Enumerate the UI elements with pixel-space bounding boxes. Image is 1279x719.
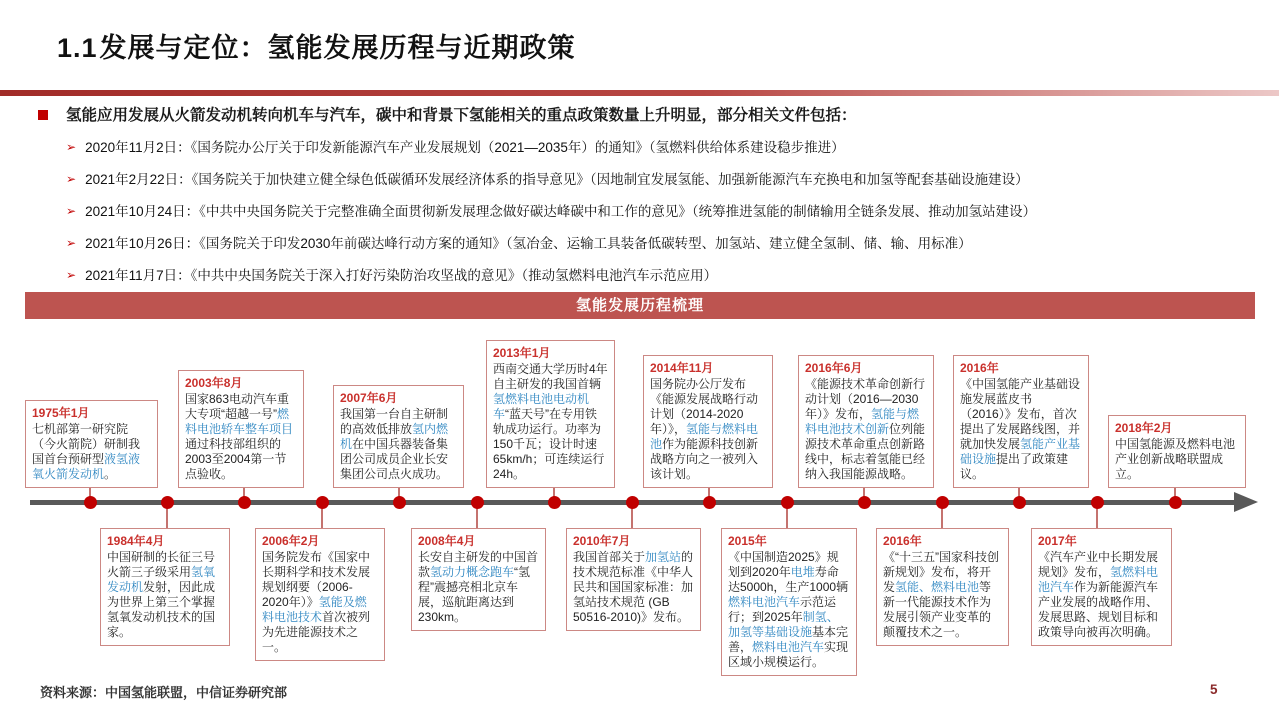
- plain-text: 等新一代能源技术作为发展引领产业变革的颠覆技术之一。: [883, 580, 992, 639]
- arrow-bullet-icon: ➢: [66, 268, 77, 282]
- timeline-event: [411, 528, 546, 631]
- plain-text: “蓝天号”在专用铁轨成功运行。功率为150千瓦；设计时速65km/h；可连续运行24h。: [493, 407, 605, 481]
- event-date: 2003年8月: [185, 376, 243, 390]
- plain-text: 中国研制的长征三号火箭三子级采用: [107, 550, 216, 579]
- event-dot-icon: [548, 496, 561, 509]
- event-date: 2014年11月: [650, 361, 714, 375]
- event-dot-icon: [1091, 496, 1104, 509]
- plain-text: 发射，因此成为世界上第三个掌握氢氧发动机技术的国家。: [107, 580, 216, 639]
- event-dot-icon: [316, 496, 329, 509]
- plain-text: 实现区域小规模运行。: [728, 640, 849, 669]
- event-date: 1984年4月: [107, 534, 165, 548]
- policy-bullet-text: 2021年10月24日：《中共中央国务院关于完整准确全面贯彻新发展理念做好碳达峰碳中和工作的意见》（统筹推进氢能的制储输用全链条发展、推动加氢站建设）: [85, 204, 1037, 219]
- title-text: 发展与定位：氢能发展历程与近期政策: [99, 33, 576, 63]
- arrow-bullet-icon: ➢: [66, 204, 77, 218]
- event-dot-icon: [858, 496, 871, 509]
- event-date: 2016年6月: [805, 361, 863, 375]
- arrow-bullet-icon: ➢: [66, 140, 77, 154]
- plain-text: 示范运行；到2025年: [728, 595, 837, 624]
- timeline-event: [486, 340, 615, 488]
- highlighted-term: 氢能及燃料电池技术: [262, 595, 367, 624]
- policy-bullet-text: 2021年11月7日：《中共中央国务院关于深入打好污染防治攻坚战的意见》（推动氢燃料电池汽车示范应用）: [85, 268, 718, 283]
- timeline-event: [1108, 415, 1246, 488]
- plain-text: 。: [104, 467, 117, 481]
- policy-bullet-text: 2021年10月26日：《国务院关于印发2030年前碳达峰行动方案的通知》（氢冶金、运输工具装备低碳转型、加氢站、建立健全氢制、储、输、用标准）: [85, 236, 972, 251]
- plain-text: 长安自主研发的中国首款: [418, 550, 539, 579]
- plain-text: “氢程”震撼亮相北京车展，巡航距离达到230km。: [418, 565, 531, 624]
- plain-text: 提出了政策建议。: [960, 452, 1069, 481]
- timeline-event: [333, 385, 464, 488]
- event-text: [1038, 550, 1165, 640]
- policy-bullet-text: 2020年11月2日：《国务院办公厅关于印发新能源汽车产业发展规划（2021—2035年）的通知》（氢燃料供给体系建设稳步推进）: [85, 140, 845, 155]
- highlighted-term: 燃料电池汽车: [728, 595, 801, 609]
- highlighted-term: 氢能与燃料电池技术创新: [805, 407, 920, 436]
- timeline-event: [876, 528, 1009, 646]
- plain-text: 基本完善，: [728, 625, 849, 654]
- event-dot-icon: [238, 496, 251, 509]
- event-dot-icon: [781, 496, 794, 509]
- timeline-event: [953, 355, 1089, 488]
- event-date: 2010年7月: [573, 534, 631, 548]
- event-text: [185, 392, 297, 482]
- plain-text: 作为新能源汽车产业发展的战略作用、发展思路、规划目标和政策导向被再次明确。: [1038, 580, 1159, 639]
- plain-text: 《能源技术革命创新行动计划（2016—2030年）》发布，: [805, 377, 926, 421]
- event-text: [883, 550, 1002, 640]
- timeline-event: [178, 370, 304, 488]
- plain-text: 七机部第一研究院（今火箭院）研制我国首台预研型: [32, 422, 141, 466]
- event-text: [32, 422, 151, 482]
- highlighted-term: 电堆: [790, 565, 815, 579]
- event-text: [493, 362, 608, 482]
- source-note: 资料来源：中国氢能联盟，中信证券研究部: [40, 685, 288, 700]
- event-dot-icon: [161, 496, 174, 509]
- plain-text: 西南交通大学历时4年自主研发的我国首辆: [493, 362, 608, 391]
- event-date: 2018年2月: [1115, 421, 1173, 435]
- event-dot-icon: [626, 496, 639, 509]
- event-text: [418, 550, 539, 625]
- plain-text: 《中国制造2025》规划到2020年: [728, 550, 839, 579]
- highlighted-term: 氢动力概念跑车: [430, 565, 515, 579]
- event-text: [1115, 437, 1239, 482]
- event-text: [728, 550, 850, 670]
- event-dot-icon: [471, 496, 484, 509]
- timeline-event: [721, 528, 857, 676]
- title-number: 1.1: [57, 33, 98, 63]
- highlighted-term: 氢能产业基础设施: [960, 437, 1081, 466]
- timeline-banner-label: 氢能发展历程梳理: [575, 297, 704, 314]
- timeline-event: [798, 355, 934, 488]
- highlighted-term: 燃料电池轿车整车项目: [185, 407, 294, 436]
- highlighted-term: 加氢站: [645, 550, 682, 564]
- event-date: 2006年2月: [262, 534, 320, 548]
- plain-text: 《“十三五”国家科技创新规划》发布，将开发: [883, 550, 999, 594]
- event-text: [340, 407, 457, 482]
- event-date: 2015年: [728, 534, 767, 548]
- event-text: [650, 377, 766, 482]
- event-text: [960, 377, 1082, 482]
- event-dot-icon: [1169, 496, 1182, 509]
- timeline-event: [1031, 528, 1172, 646]
- timeline-arrowhead-icon: [1234, 492, 1258, 512]
- timeline-event: [643, 355, 773, 488]
- event-text: [262, 550, 378, 655]
- timeline-event: [255, 528, 385, 661]
- plain-text: 国务院办公厅发布《能源发展战略行动计划（2014-2020年）》，: [650, 377, 759, 436]
- highlighted-term: 氢内燃机: [340, 422, 449, 451]
- plain-text: 首次被列为先进能源技术之一。: [262, 610, 371, 654]
- highlighted-term: 燃料电池汽车: [752, 640, 825, 654]
- event-date: 2016年: [883, 534, 922, 548]
- policy-bullet-text: 2021年2月22日：《国务院关于加快建立健全绿色低碳循环发展经济体系的指导意见》（因地制宜发展氢能、加强新能源汽车充换电和加氢等配套基础设施建设）: [85, 172, 1029, 187]
- plain-text: 我国第一台自主研制的高效低排放: [340, 407, 449, 436]
- highlighted-term: 氢燃料电池电动机车: [493, 392, 590, 421]
- timeline-event: [25, 400, 158, 488]
- plain-text: 国务院发布《国家中长期科学和技术发展规划纲要（2006-2020年）》: [262, 550, 371, 609]
- plain-text: 的技术规范标准《中华人民共和国国家标准：加氢站技术规范 (GB 50516-2010)》发布。: [573, 550, 694, 624]
- plain-text: 作为能源科技创新战略方向之一被列入该计划。: [650, 437, 759, 481]
- event-dot-icon: [1013, 496, 1026, 509]
- highlighted-term: 氢氧发动机: [107, 565, 216, 594]
- event-text: [107, 550, 223, 640]
- plain-text: 中国氢能源及燃料电池产业创新战略联盟成立。: [1115, 437, 1236, 481]
- plain-text: 国家863电动汽车重大专项“超越一号”: [185, 392, 290, 421]
- event-date: 2017年: [1038, 534, 1077, 548]
- timeline-event: [100, 528, 230, 646]
- highlighted-term: 氢能、燃料电池: [895, 580, 980, 594]
- event-text: [573, 550, 694, 625]
- highlighted-term: 氢能与燃料电池: [650, 422, 759, 451]
- plain-text: 《中国氢能产业基础设施发展蓝皮书（2016）》发布，首次提出了发展路线图，并就加快发展: [960, 377, 1081, 451]
- event-date: 2008年4月: [418, 534, 476, 548]
- plain-text: 我国首部关于: [573, 550, 646, 564]
- plain-text: 在中国兵器装备集团公司成员企业长安集团公司点火成功。: [340, 437, 449, 481]
- page-number: 5: [1210, 682, 1218, 697]
- highlighted-term: 氢燃料电池汽车: [1038, 565, 1159, 594]
- plain-text: 通过科技部组织的2003至2004第一节点验收。: [185, 437, 287, 481]
- event-date: 2013年1月: [493, 346, 551, 360]
- arrow-bullet-icon: ➢: [66, 236, 77, 250]
- arrow-bullet-icon: ➢: [66, 172, 77, 186]
- event-dot-icon: [703, 496, 716, 509]
- plain-text: 《汽车产业中长期发展规划》发布，: [1038, 550, 1159, 579]
- highlighted-term: 制氢、加氢等基础设施: [728, 610, 839, 639]
- event-date: 1975年1月: [32, 406, 90, 420]
- plain-text: 位列能源技术革命重点创新路线中，标志着氢能已经纳入我国能源战略。: [805, 422, 926, 481]
- event-dot-icon: [393, 496, 406, 509]
- event-date: 2016年: [960, 361, 999, 375]
- event-text: [805, 377, 927, 482]
- summary-lead: 氢能应用发展从火箭发动机转向机车与汽车，碳中和背景下氢能相关的重点政策数量上升明显，部分相关文件包括：: [66, 107, 857, 124]
- plain-text: 寿命达5000h，生产1000辆: [728, 565, 849, 594]
- event-date: 2007年6月: [340, 391, 398, 405]
- event-dot-icon: [84, 496, 97, 509]
- timeline-event: [566, 528, 701, 631]
- event-dot-icon: [936, 496, 949, 509]
- highlighted-term: 液氢液氧火箭发动机: [32, 452, 141, 481]
